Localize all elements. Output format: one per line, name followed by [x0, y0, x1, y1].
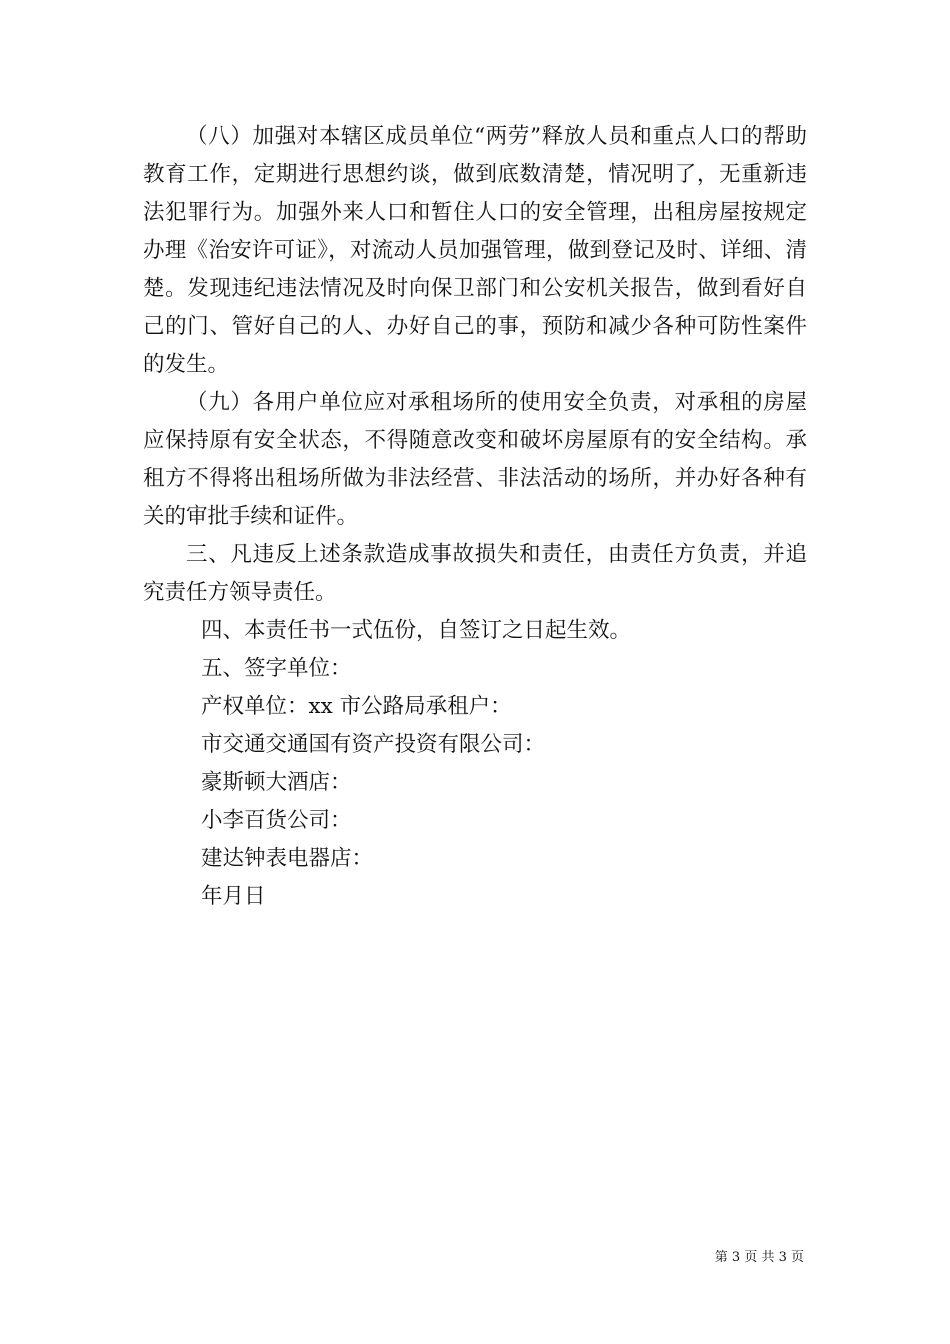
- document-body: [143, 118, 807, 916]
- paragraph-8: （八）加强对本辖区成员单位“两劳”释放人员和重点人口的帮助教育工作，定期进行思想约谈，做到底数清楚，情况明了，无重新违法犯罪行为。加强外来人口和暂住人口的安全管理，出租房屋按规定办理《治安许可证》，对流动人员加强管理，做到登记及时、详细、清楚。发现违纪违法情况及时向保卫部门和公安机关报告，做到看好自己的门、管好自己的人、办好自己的事，预防和减少各种可防性案件的发生。: [143, 124, 807, 377]
- signature-date: 年月日: [201, 884, 266, 909]
- signature-department-store: 小李百货公司：: [201, 808, 352, 833]
- paragraph-section-3: 三、凡违反上述条款造成事故损失和责任，由责任方负责，并追究责任方领导责任。: [143, 542, 807, 605]
- signature-hotel: 豪斯顿大酒店：: [201, 770, 352, 795]
- signature-owner: 产权单位：xx 市公路局承租户：: [201, 694, 512, 719]
- paragraph-9: （九）各用户单位应对承租场所的使用安全负责，对承租的房屋应保持原有安全状态，不得随意改变和破坏房屋原有的安全结构。承租方不得将出租场所做为非法经营、非法活动的场所，并办好各种有关的审批手续和证件。: [143, 390, 807, 529]
- signature-heading: 五、签字单位：: [201, 656, 352, 681]
- signature-transport-company: 市交通交通国有资产投资有限公司：: [201, 732, 546, 757]
- signature-watch-store: 建达钟表电器店：: [201, 846, 374, 871]
- page-number: 第 3 页 共 3 页: [714, 1250, 804, 1265]
- effective-clause: 四、本责任书一式伍份，自签订之日起生效。: [201, 618, 632, 643]
